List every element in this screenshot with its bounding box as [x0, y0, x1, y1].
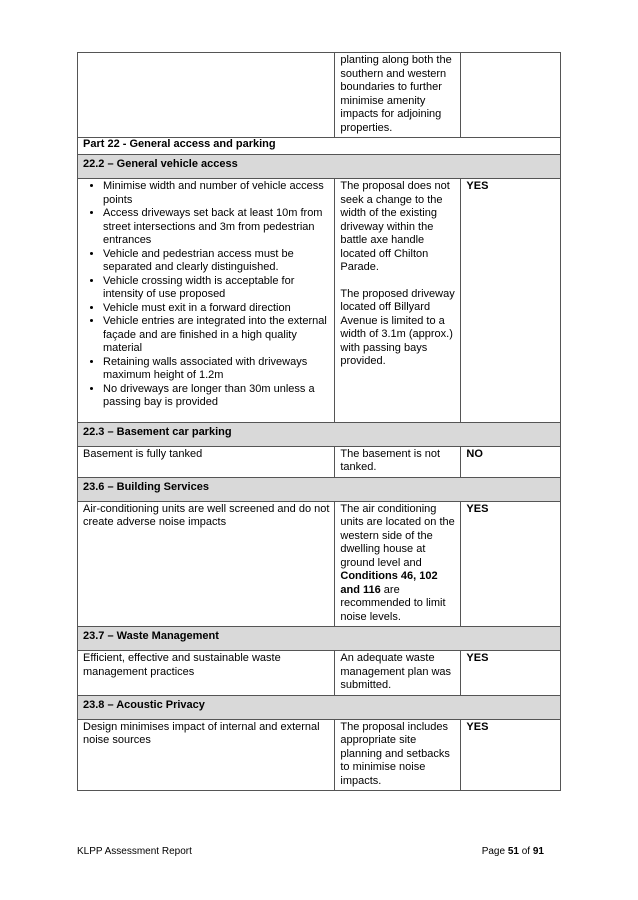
- list-item: • Retaining walls associated with driveways maximum height of 1.2m: [103, 356, 330, 383]
- section-heading-row: [78, 627, 561, 651]
- report-title: KLPP Assessment Report: [77, 846, 192, 857]
- list-item: • Minimise width and number of vehicle access points: [103, 180, 330, 207]
- section-heading-waste: 23.7 – Waste Management: [78, 627, 561, 651]
- part-heading: Part 22 - General access and parking: [78, 138, 561, 155]
- control-cell: [78, 53, 335, 138]
- page-number: 51: [507, 846, 519, 857]
- section-heading-row: [78, 422, 561, 446]
- list-item: • Vehicle crossing width is acceptable for intensity of use proposed: [103, 275, 330, 302]
- list-item: • Vehicle entries are integrated into the external façade and are finished in a high quality material: [103, 315, 330, 356]
- section-heading-basement: 22.3 – Basement car parking: [78, 422, 561, 446]
- control-cell: [78, 179, 335, 423]
- section-heading-building-services: 23.6 – Building Services: [78, 477, 561, 501]
- compliance-cell: [461, 53, 561, 138]
- table-row: [78, 446, 561, 477]
- part-heading-row: [78, 138, 561, 155]
- assessment-cell: planting along both the southern and western boundaries to further minimise amenity impacts for adjoining properties.: [335, 53, 461, 138]
- assessment-cell: The proposal includes appropriate site planning and setbacks to minimise noise impacts.: [335, 719, 461, 791]
- assessment-cell: The basement is not tanked.: [335, 446, 461, 477]
- assessment-cell: An adequate waste management plan was submitted.: [335, 651, 461, 696]
- compliance-cell: YES: [461, 651, 561, 696]
- table-row: [78, 53, 561, 138]
- assessment-cell: [335, 179, 461, 423]
- list-item: • Vehicle must exit in a forward direction: [103, 302, 330, 316]
- section-heading-vehicle-access: 22.2 – General vehicle access: [78, 155, 561, 179]
- page-indicator: [482, 846, 544, 857]
- list-item: • Access driveways set back at least 10m from street intersections and 3m from pedestrian entrances: [103, 207, 330, 248]
- table-row: [78, 501, 561, 627]
- table-row: [78, 179, 561, 423]
- list-item: • Vehicle and pedestrian access must be separated and clearly distinguished.: [103, 248, 330, 275]
- control-cell: Basement is fully tanked: [78, 446, 335, 477]
- conditions-reference: Conditions 46, 102 and 116: [340, 570, 438, 596]
- section-heading-row: [78, 695, 561, 719]
- page-footer: [77, 846, 544, 857]
- page-of: of: [518, 846, 533, 857]
- compliance-cell: YES: [461, 179, 561, 423]
- page-total: 91: [532, 846, 544, 857]
- assessment-paragraph: The proposed driveway located off Billyard Avenue is limited to a width of 3.1m (approx.) with passing bays provided.: [340, 287, 455, 367]
- controls-list: [83, 180, 330, 410]
- control-cell: Design minimises impact of internal and external noise sources: [78, 719, 335, 791]
- compliance-cell: YES: [461, 719, 561, 791]
- assessment-text: are recommended to limit noise levels.: [340, 583, 446, 623]
- page-prefix: Page: [481, 846, 508, 857]
- compliance-cell: NO: [461, 446, 561, 477]
- section-heading-row: [78, 477, 561, 501]
- assessment-table: [77, 52, 561, 791]
- control-cell: Air-conditioning units are well screened and do not create adverse noise impacts: [78, 501, 335, 627]
- table-row: [78, 719, 561, 791]
- section-heading-acoustic: 23.8 – Acoustic Privacy: [78, 695, 561, 719]
- assessment-cell: [335, 501, 461, 627]
- assessment-text: The air conditioning units are located on the western side of the dwelling house at ground level and: [340, 502, 455, 569]
- list-item: • No driveways are longer than 30m unless a passing bay is provided: [103, 383, 330, 410]
- assessment-paragraph: The proposal does not seek a change to the width of the existing driveway within the battle axe handle located off Chilton Parade.: [340, 180, 450, 273]
- control-cell: Efficient, effective and sustainable waste management practices: [78, 651, 335, 696]
- section-heading-row: [78, 155, 561, 179]
- compliance-cell: YES: [461, 501, 561, 627]
- table-row: [78, 651, 561, 696]
